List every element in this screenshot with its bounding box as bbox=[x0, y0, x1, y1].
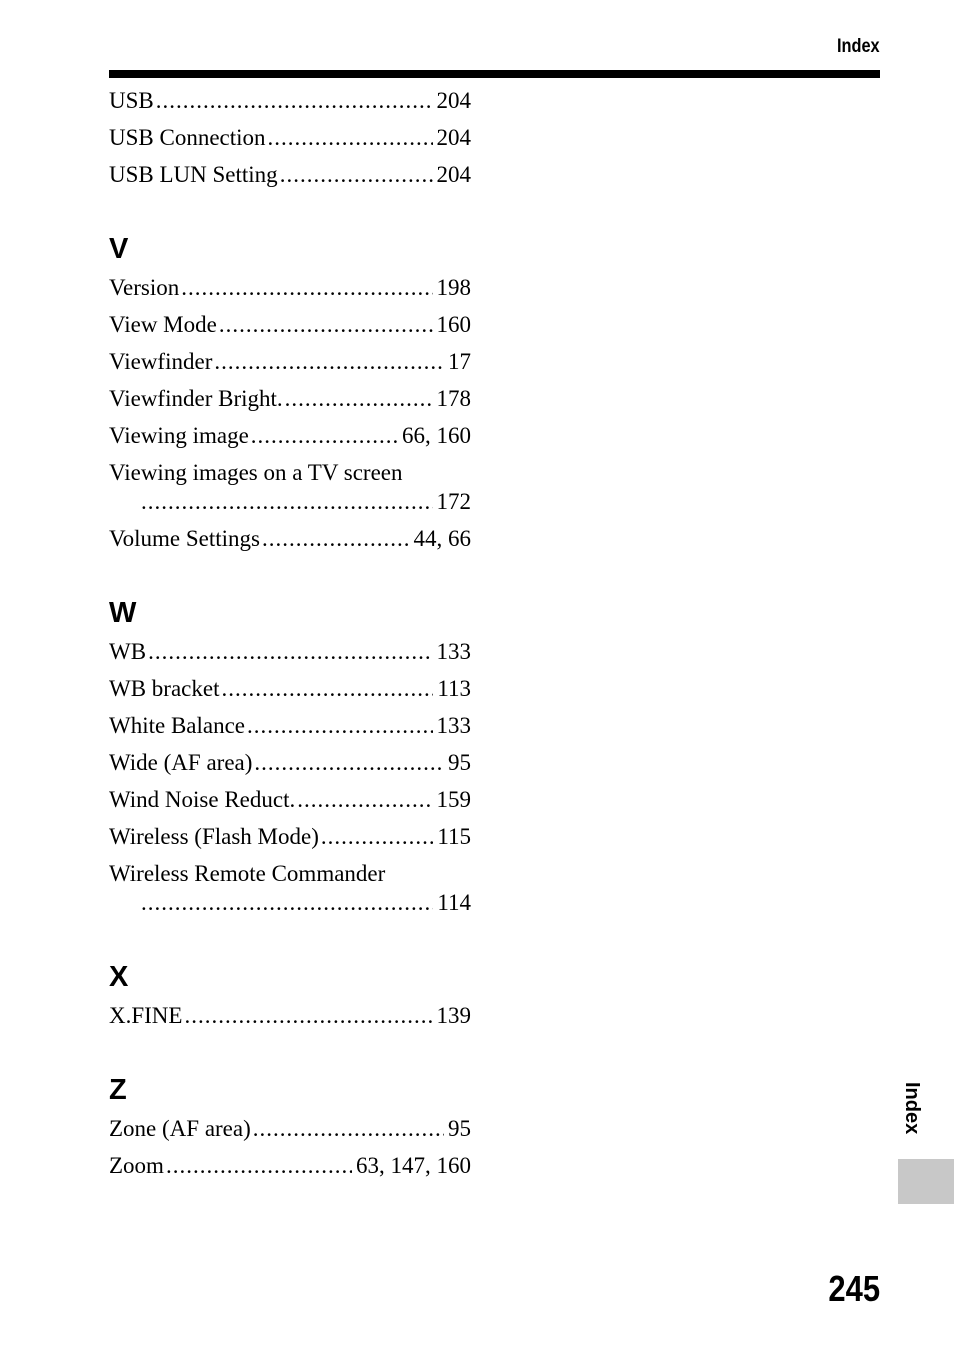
entry-pages: 133 bbox=[436, 639, 471, 664]
entry-term: X.FINE bbox=[109, 1003, 183, 1028]
index-section bbox=[109, 228, 471, 559]
index-entry bbox=[109, 746, 471, 783]
entry-term: Wind Noise Reduct. bbox=[109, 787, 296, 812]
entry-pages: 204 bbox=[436, 125, 471, 150]
entry-pages: 115 bbox=[437, 824, 471, 849]
dot-leader bbox=[141, 485, 433, 519]
side-tab-marker bbox=[898, 1159, 954, 1204]
entry-term: USB Connection bbox=[109, 125, 266, 150]
entry-pages: 63, 147, 160 bbox=[356, 1153, 471, 1178]
dot-leader bbox=[214, 345, 444, 379]
entry-term: USB LUN Setting bbox=[109, 162, 278, 187]
index-entry bbox=[109, 456, 471, 522]
dot-leader bbox=[156, 84, 433, 118]
entry-continuation bbox=[109, 886, 471, 923]
dot-leader bbox=[181, 271, 432, 305]
index-entry bbox=[109, 121, 471, 158]
entry-pages: 113 bbox=[437, 676, 471, 701]
entry-pages: 17 bbox=[448, 349, 471, 374]
entry-pages: 44, 66 bbox=[413, 526, 471, 551]
entry-term: Zone (AF area) bbox=[109, 1116, 251, 1141]
index-entry bbox=[109, 271, 471, 308]
index-entry bbox=[109, 1112, 471, 1149]
entry-term: WB bbox=[109, 639, 147, 664]
dot-leader bbox=[166, 1149, 352, 1183]
dot-leader bbox=[251, 419, 398, 453]
entry-pages: 198 bbox=[436, 275, 471, 300]
dot-leader bbox=[221, 672, 433, 706]
index-section bbox=[109, 84, 471, 195]
entry-term: White Balance bbox=[109, 713, 246, 738]
running-header: Index bbox=[837, 36, 880, 57]
index-entry bbox=[109, 345, 471, 382]
entry-term: WB bracket bbox=[109, 676, 220, 701]
dot-leader bbox=[321, 820, 433, 854]
dot-leader bbox=[285, 382, 433, 416]
index-entry bbox=[109, 522, 471, 559]
dot-leader bbox=[141, 886, 433, 920]
entry-term: Wide (AF area) bbox=[109, 750, 253, 775]
entry-pages: 160 bbox=[436, 312, 471, 337]
index-section bbox=[109, 592, 471, 923]
entry-term: Zoom bbox=[109, 1153, 164, 1178]
index-section bbox=[109, 1069, 471, 1186]
side-tab-label: Index bbox=[901, 1082, 923, 1135]
entry-term: Viewfinder Bright. bbox=[109, 386, 283, 411]
entry-pages: 95 bbox=[448, 750, 471, 775]
index-entry bbox=[109, 308, 471, 345]
section-letter: Z bbox=[109, 1074, 127, 1106]
dot-leader bbox=[297, 783, 432, 817]
index-section bbox=[109, 956, 471, 1036]
dot-leader bbox=[268, 121, 433, 155]
index-column bbox=[109, 84, 471, 1186]
entry-pages: 95 bbox=[448, 1116, 471, 1141]
entry-pages: 159 bbox=[436, 787, 471, 812]
index-entry bbox=[109, 84, 471, 121]
index-entry bbox=[109, 999, 471, 1036]
entry-pages: 204 bbox=[436, 162, 471, 187]
index-entry bbox=[109, 820, 471, 857]
entry-term: Viewing image bbox=[109, 423, 249, 448]
index-entry bbox=[109, 635, 471, 672]
entry-term: Wireless (Flash Mode) bbox=[109, 824, 319, 849]
index-entry bbox=[109, 709, 471, 746]
entry-pages: 172 bbox=[436, 489, 471, 514]
header-rule bbox=[109, 70, 880, 78]
entry-term: USB bbox=[109, 88, 154, 113]
entry-term: Viewfinder bbox=[109, 349, 213, 374]
dot-leader bbox=[184, 999, 432, 1033]
section-letter: V bbox=[109, 233, 129, 265]
index-entry bbox=[109, 672, 471, 709]
entry-term: Viewing images on a TV screen bbox=[109, 460, 403, 485]
entry-pages: 139 bbox=[436, 1003, 471, 1028]
entry-term: Volume Settings bbox=[109, 526, 261, 551]
entry-term: Wireless Remote Commander bbox=[109, 861, 386, 886]
section-letter: W bbox=[109, 597, 137, 629]
page-number: 245 bbox=[828, 1268, 880, 1309]
entry-pages: 66, 160 bbox=[402, 423, 471, 448]
entry-pages: 178 bbox=[436, 386, 471, 411]
entry-term: View Mode bbox=[109, 312, 217, 337]
dot-leader bbox=[280, 158, 433, 192]
entry-pages: 204 bbox=[436, 88, 471, 113]
dot-leader bbox=[262, 522, 409, 556]
index-entry bbox=[109, 158, 471, 195]
entry-pages: 133 bbox=[436, 713, 471, 738]
entry-term: Version bbox=[109, 275, 180, 300]
dot-leader bbox=[253, 1112, 444, 1146]
dot-leader bbox=[247, 709, 432, 743]
index-entry bbox=[109, 857, 471, 923]
index-entry bbox=[109, 382, 471, 419]
dot-leader bbox=[254, 746, 444, 780]
entry-continuation bbox=[109, 485, 471, 522]
section-letter: X bbox=[109, 961, 129, 993]
dot-leader bbox=[219, 308, 433, 342]
entry-pages: 114 bbox=[437, 890, 471, 915]
index-entry bbox=[109, 783, 471, 820]
dot-leader bbox=[148, 635, 432, 669]
index-entry bbox=[109, 419, 471, 456]
index-entry bbox=[109, 1149, 471, 1186]
